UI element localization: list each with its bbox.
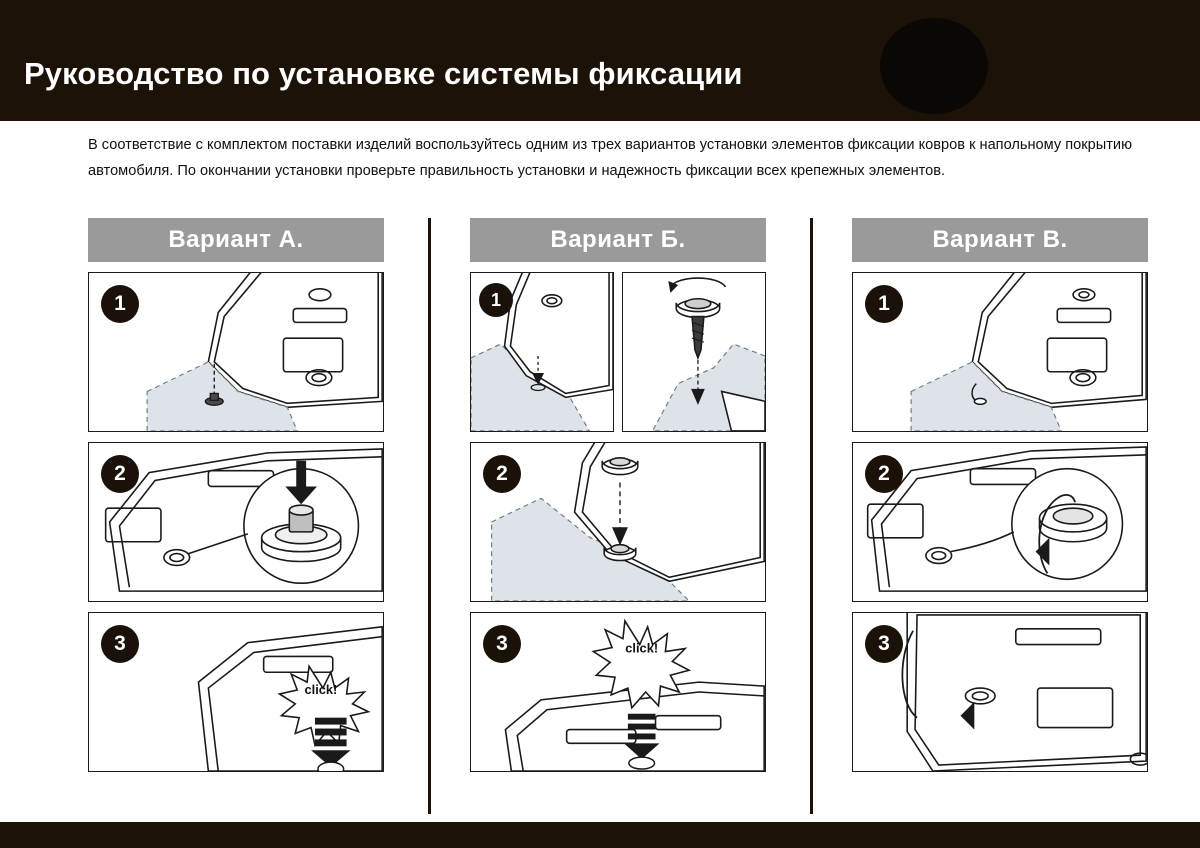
click-label-a: click!: [304, 681, 338, 697]
variant-b-step-1-badge: 1: [479, 283, 513, 317]
variant-b-step-2-panel: [470, 442, 766, 602]
variant-c-column: [852, 218, 1148, 772]
variant-b-step-1-panel: [470, 272, 766, 432]
variant-b-step-1-right-illustration: [623, 273, 765, 431]
header-decorative-blob: [880, 18, 988, 114]
variant-c-step-1-panel: [852, 272, 1148, 432]
variant-b-step-2-badge: 2: [483, 455, 521, 493]
footer-band: [0, 822, 1200, 848]
variant-a-column: [88, 218, 384, 772]
variant-b-step-1-left: [470, 272, 614, 432]
variant-c-step-2-panel: [852, 442, 1148, 602]
variant-c-step-3-badge: 3: [865, 625, 903, 663]
variant-b-title: Вариант Б.: [470, 218, 766, 262]
page-title: Руководство по установке системы фиксации: [24, 56, 743, 91]
variant-a-step-3-badge: 3: [101, 625, 139, 663]
variant-a-step-1-badge: 1: [101, 285, 139, 323]
column-divider-1: [428, 218, 431, 814]
variant-b-step-1-right: [622, 272, 766, 432]
variant-a-step-2-panel: [88, 442, 384, 602]
variant-c-step-2-badge: 2: [865, 455, 903, 493]
variant-a-step-1-panel: [88, 272, 384, 432]
click-label-b: click!: [625, 640, 659, 656]
variants-container: [0, 218, 1200, 818]
variant-b-step-3-panel: [470, 612, 766, 772]
variant-b-step-3-badge: 3: [483, 625, 521, 663]
variant-c-step-1-badge: 1: [865, 285, 903, 323]
variant-c-step-3-panel: [852, 612, 1148, 772]
variant-a-title: Вариант А.: [88, 218, 384, 262]
variant-b-column: [470, 218, 766, 772]
intro-paragraph: В соответствие с комплектом поставки изделий воспользуйтесь одним из трех вариантов установки элементов фиксации ковров к напольному покрытию автомобиля. По окончании установки проверьте правильность установки и надежность фиксации всех крепежных элементов.: [88, 137, 1133, 179]
header-divider-rule: [0, 118, 1200, 121]
variant-a-step-2-badge: 2: [101, 455, 139, 493]
column-divider-2: [810, 218, 813, 814]
variant-c-title: Вариант В.: [852, 218, 1148, 262]
variant-a-step-3-panel: [88, 612, 384, 772]
